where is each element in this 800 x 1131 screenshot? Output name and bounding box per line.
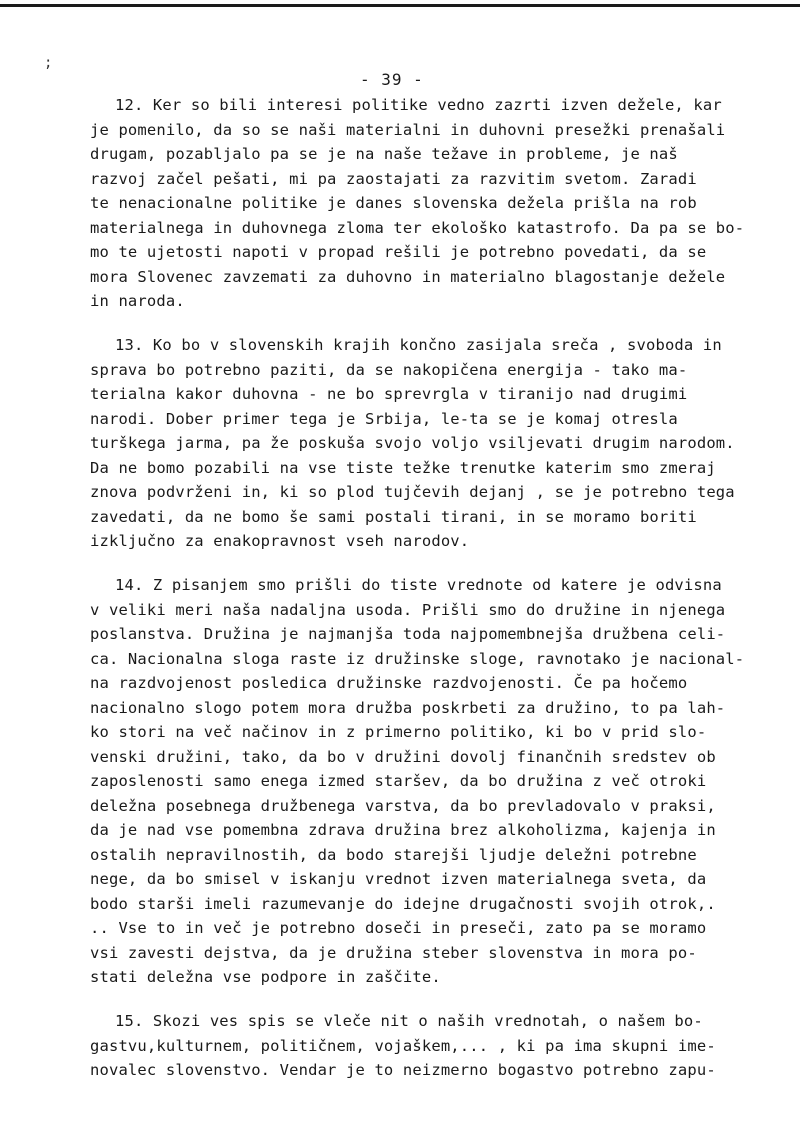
text-line: drugam, pozabljalo pa se je na naše težave in probleme, je naš xyxy=(90,145,678,163)
text-line: je pomenilo, da so se naši materialni in duhovni presežki prenašali xyxy=(90,120,726,139)
paragraph-14 xyxy=(90,573,770,990)
text-line: terialna kakor duhovna - ne bo sprevrgla v tiranijo nad drugimi xyxy=(90,385,688,403)
text-line: bodo starši imeli razumevanje do idejne drugačnosti svojih otrok,. xyxy=(90,894,716,913)
text-line: gastvu,kulturnem, političnem, vojaškem,... , ki pa ima skupni ime- xyxy=(90,1036,716,1055)
text-line: poslanstva. Družina je najmanjša toda najpomembnejša družbena celi- xyxy=(90,625,726,643)
text-line: nege, da bo smisel v iskanju vrednot izven materialnega sveta, da xyxy=(90,870,707,888)
text-line: da je nad vse pomembna zdrava družina brez alkoholizma, kajenja in xyxy=(90,821,716,839)
text-line: mo te ujetosti napoti v propad rešili je potrebno povedati, da se xyxy=(90,243,707,261)
text-line: vsi zavesti dejstva, da je družina steber slovenstva in mora po- xyxy=(90,943,697,962)
text-line: in naroda. xyxy=(90,292,185,310)
text-line: zaposlenosti samo enega izmed staršev, da bo družina z več otroki xyxy=(90,772,707,790)
text-line: v veliki meri naša nadaljna usoda. Prišli smo do družine in njenega xyxy=(90,600,726,619)
text-line: venski družini, tako, da bo v družini dovolj finančnih sredstev ob xyxy=(90,747,716,766)
text-line: ostalih nepravilnostih, da bodo starejši ljudje deležni potrebne xyxy=(90,845,697,864)
text-line: sprava bo potrebno paziti, da se nakopičena energija - tako ma- xyxy=(90,360,688,379)
text-line: nacionalno slogo potem mora družba poskrbeti za družino, to pa lah- xyxy=(90,698,726,717)
text-line: 12. Ker so bili interesi politike vedno zazrti izven dežele, kar xyxy=(115,96,722,114)
text-line: znova podvrženi in, ki so plod tujčevih dejanj , se je potrebno tega xyxy=(90,483,735,501)
text-line: zavedati, da ne bomo še sami postali tirani, in se moramo boriti xyxy=(90,507,697,526)
text-line: razvoj začel pešati, mi pa zaostajati za razvitim svetom. Zaradi xyxy=(90,169,697,188)
text-line: Da ne bomo pozabili na vse tiste težke trenutke katerim smo zmeraj xyxy=(90,458,716,477)
text-line: turškega jarma, pa že poskuša svojo voljo vsiljevati drugim narodom. xyxy=(90,434,735,452)
text-line: narodi. Dober primer tega je Srbija, le-ta se je komaj otresla xyxy=(90,409,678,428)
margin-mark: ; xyxy=(44,55,53,71)
text-line: 15. Skozi ves spis se vleče nit o naših vrednotah, o našem bo- xyxy=(115,1012,703,1030)
text-line: ca. Nacionalna sloga raste iz družinske sloge, ravnotako je nacional- xyxy=(90,649,745,668)
text-line: deležna posebnega družbenega varstva, da bo prevladovalo v praksi, xyxy=(90,796,716,815)
paragraph-12 xyxy=(90,93,770,314)
paragraph-13 xyxy=(90,333,770,554)
text-line: na razdvojenost posledica družinske razdvojenosti. Če pa hočemo xyxy=(90,674,688,692)
text-line: materialnega in duhovnega zloma ter ekološko katastrofo. Da pa se bo- xyxy=(90,218,745,237)
paragraph-15 xyxy=(90,1009,770,1083)
text-line: novalec slovenstvo. Vendar je to neizmerno bogastvo potrebno zapu- xyxy=(90,1061,716,1079)
text-line: mora Slovenec zavzemati za duhovno in materialno blagostanje dežele xyxy=(90,267,726,286)
text-line: .. Vse to in več je potrebno doseči in preseči, zato pa se moramo xyxy=(90,919,707,937)
text-line: ko stori na več načinov in z primerno politiko, ki bo v prid slo- xyxy=(90,723,707,741)
text-line: stati deležna vse podpore in zaščite. xyxy=(90,968,441,986)
text-line: 13. Ko bo v slovenskih krajih končno zasijala sreča , svoboda in xyxy=(115,336,722,354)
text-line: te nenacionalne politike je danes slovenska dežela prišla na rob xyxy=(90,194,697,212)
text-line: izključno za enakopravnost vseh narodov. xyxy=(90,532,470,550)
page-number: - 39 - xyxy=(360,70,424,89)
top-border-rule xyxy=(0,4,800,7)
text-line: 14. Z pisanjem smo prišli do tiste vrednote od katere je odvisna xyxy=(115,576,722,594)
